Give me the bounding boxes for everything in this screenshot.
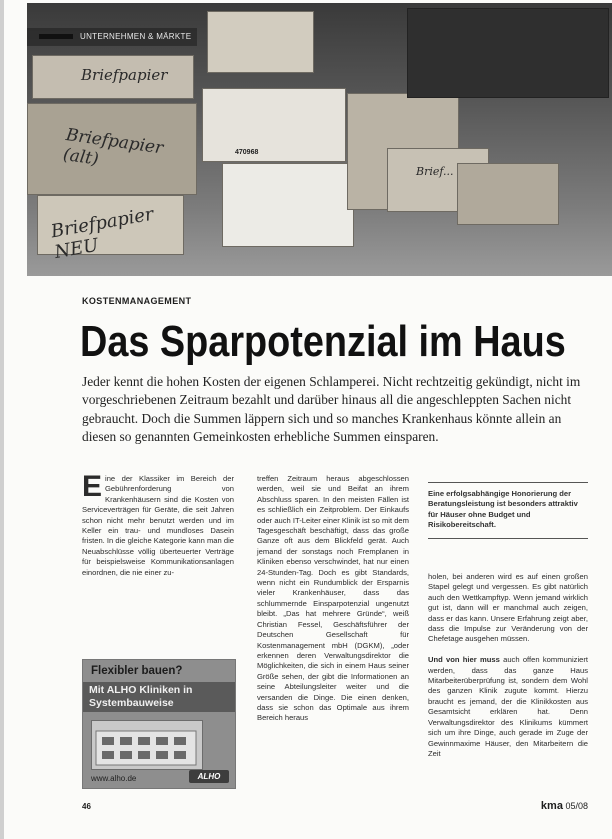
photo-box-1 [32,55,194,99]
article-column-2 [257,474,409,724]
article-kicker: KOSTENMANAGEMENT [82,296,192,306]
article-lead: Jeder kennt die hohen Kosten der eigenen Schlamperei. Nicht rechtzeitig gekündigt, nicht im vorgeschriebenen Zeitraum bezahlt und darüber hinaus all die angeschleppten Sachen nicht gebraucht. Doch die Summen läppern sich und so manches Krankenhaus könnte allein an diesen so genannten Gemeinkosten erhebliche Summen einsparen. [82,374,581,444]
article-column-1 [82,470,234,578]
photo-box-label: Briefpapier NEU [49,203,156,264]
photo-sticker-code: 470968 [235,149,259,156]
drop-cap: E [82,470,103,503]
magazine-name: kma [540,800,563,812]
photo-box-9 [407,8,609,98]
column-3-lead-in: Und von hier muss [428,655,500,665]
photo-box-3 [37,195,184,264]
section-label: UNTERNEHMEN & MÄRKTE [80,32,192,41]
article-column-3 [428,572,588,759]
section-bar-marker [39,34,73,39]
page-edge [0,0,4,839]
column-2-text: treffen Zeitraum heraus abgeschlossen werden, weil sie und Beifat an ihrem Abschluss sparen. In den meisten Fällen ist es schließlich ein Zeitproblem. Der Einkaufs oder auch IT-Leiter einer Klinik ist so mit dem Tagesgeschäft beschäftigt, dass das große Ganze oft aus dem Blickfeld gerät. Auch jemand der sonstags noch Fremplanen in Kliniken ebenso verschwindet, hat nur einen 24-Stunden-Tag. Doch es gibt Standards, wenn nicht ein Rundumblick der Ersparnis vieler Krankenhäuser, dass das schlummernde Einsparpotenzial ungenutzt bleibt. „Das hat mehrere Gründe“, weiß Christian Fessel, Geschäftsführer der Deutschen Gesellschaft für Kostenmanagement mbH (DGKM), „oder erkennen deren Verwaltungsdirektor die Möglichkeiten, die sich in einem Haus seiner Größe sehen, der gibt die Informationen an seine Abteilungsleiter weiter und die versanden die Dinge. Die einen denken, dass sie schon das Optimale aus ihrem Bereich heraus [257,474,409,723]
advertisement[interactable] [82,659,236,789]
pull-quote: Eine erfolgsabhängige Honorierung der Beratungsleistung ist besonders attraktiv für Häuser ohne Budget und Risikobereitschaft. [428,482,588,539]
photo-box-2 [27,103,197,195]
photo-box-label: Briefpapier [81,66,168,84]
article-headline: Das Sparpotenzial im Haus [80,317,566,366]
page-number: 46 [82,802,91,811]
alho-logo: ALHO [189,770,229,783]
magazine-footer [541,800,588,812]
building-icon [92,721,202,769]
photo-box-4 [207,11,314,73]
photo-box-label: Briefpapier (alt) [61,125,165,170]
photo-paper-stack [222,163,354,247]
ad-title: Flexibler bauen? [91,665,183,677]
photo-box-8 [457,163,559,225]
column-3-text-continued: auch offen kommuniziert werden, dass das ganze Haus Mitarbeiterüberprüfung ist, sondern dem Wohl des ganzen Klinik zugute kommt. Hierzu braucht es jemand, der die Klinikkosten aus Gesamtsicht erklären hat. Denn Verwaltungsdirektor des Klinikums kümmert sich um ihre Dinge, auch gerade im Zuge der Gewinnmaxime Häuser, den Mitarbeitern die Zeit [428,655,588,758]
column-3-text: holen, bei anderen wird es auf einen großen Stapel gelegt und vergessen. Es gibt natürlich auch den Wettkampftyp. Wenn jemand wirklich gut ist, dann will er manchmal auch zeigen, dass er das kann. Unsere Erfahrung zeigt aber, dass die Impulse zur Veränderung von der Chefetage ausgehen müssen. [428,572,588,644]
ad-band-text: Mit ALHO Kliniken in Systembauweise [89,684,193,709]
section-bar [27,28,197,46]
issue-number: 05/08 [565,801,588,811]
photo-box-5 [202,88,346,162]
ad-url[interactable]: www.alho.de [91,774,137,783]
ad-building-image [91,720,203,770]
photo-box-label: Brief... [416,165,454,178]
column-1-text: ine der Klassiker im Bereich der Gebührenforderung von Krankenhäusern sind die Kosten von Serviceverträgen für Geräte, die seit Jahren schon nicht mehr benutzt werden und im Keller ein trau- und mundloses Dasein fristen. In die gleiche Kategorie kann man die Neuabschlüsse völlig überteuerter Verträge für beispielsweise Kommunikationsanlagen einordnen, die nie einer zu- [82,474,234,577]
